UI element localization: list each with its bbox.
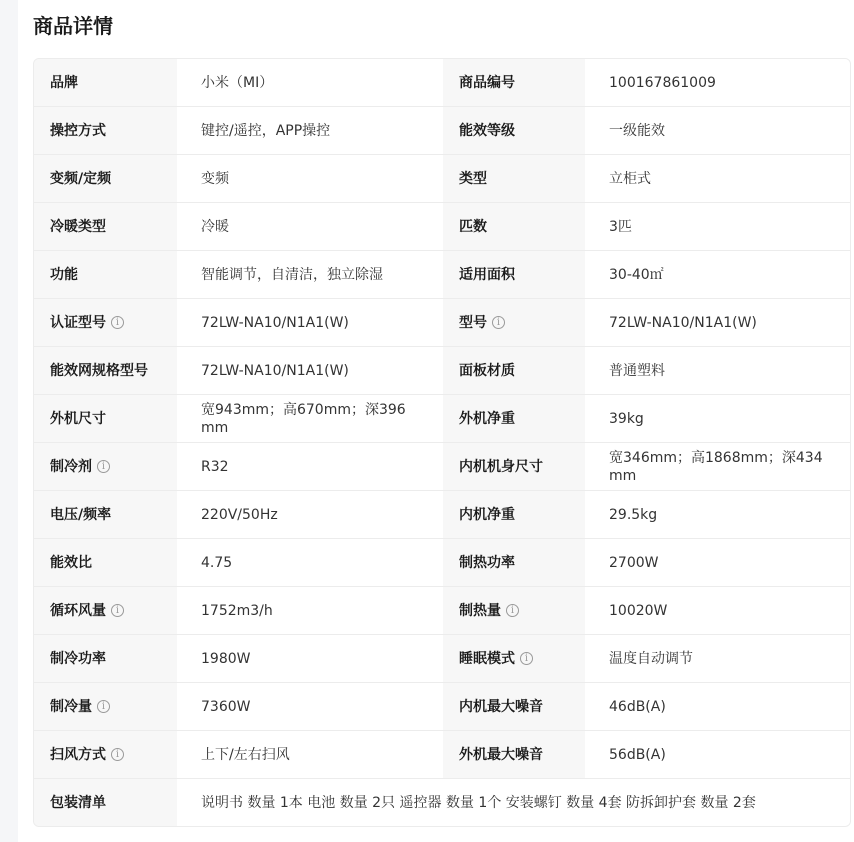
spec-label-text: 制冷功率 (50, 650, 106, 667)
info-circle-icon[interactable]: i (492, 316, 505, 329)
spec-value (585, 395, 850, 442)
spec-value (177, 347, 443, 394)
spec-label (443, 251, 585, 298)
spec-value (585, 299, 850, 346)
spec-value-text: 4.75 (201, 554, 233, 571)
info-circle-icon[interactable]: i (111, 316, 124, 329)
spec-label-text: 包装清单 (50, 794, 106, 811)
spec-value (177, 779, 850, 826)
spec-label (34, 59, 177, 106)
spec-value-text: 2700W (609, 554, 659, 571)
spec-label-text: 睡眠模式 (459, 650, 515, 667)
spec-label (34, 251, 177, 298)
spec-label (443, 395, 585, 442)
spec-value (585, 587, 850, 634)
spec-value-text: 普通塑料 (609, 362, 665, 379)
spec-value (177, 539, 443, 586)
spec-label-text: 类型 (459, 170, 487, 187)
spec-label-text: 操控方式 (50, 122, 106, 139)
spec-label-text: 变频/定频 (50, 170, 112, 187)
spec-label-text: 制热量 (459, 602, 501, 619)
spec-row (34, 539, 850, 587)
spec-value (177, 59, 443, 106)
spec-label-text: 制冷量 (50, 698, 92, 715)
spec-row (34, 107, 850, 155)
spec-label-text: 制冷剂 (50, 458, 92, 475)
spec-label-text: 商品编号 (459, 74, 515, 91)
spec-label-text: 扫风方式 (50, 746, 106, 763)
spec-value (177, 395, 443, 442)
spec-value (585, 347, 850, 394)
spec-row (34, 395, 850, 443)
spec-value-text: 30-40㎡ (609, 266, 664, 283)
spec-value-text: 72LW-NA10/N1A1(W) (201, 314, 349, 331)
spec-label (443, 539, 585, 586)
spec-label-text: 能效比 (50, 554, 92, 571)
spec-value-text: 10020W (609, 602, 668, 619)
spec-value (177, 203, 443, 250)
spec-value (585, 155, 850, 202)
spec-value-text: 7360W (201, 698, 251, 715)
spec-label-text: 电压/频率 (50, 506, 112, 523)
spec-value (585, 251, 850, 298)
spec-row (34, 635, 850, 683)
spec-label (34, 203, 177, 250)
spec-value-text: 宽943mm；高670mm；深396mm (201, 401, 406, 436)
spec-label (34, 107, 177, 154)
spec-value (585, 203, 850, 250)
spec-label-text: 能效网规格型号 (50, 362, 148, 379)
spec-value-text: 说明书 数量 1本 电池 数量 2只 遥控器 数量 1个 安装螺钉 数量 4套 防拆卸护套 数量 2套 (201, 794, 756, 811)
spec-label (34, 539, 177, 586)
spec-table (33, 58, 851, 827)
spec-value-text: R32 (201, 458, 229, 475)
spec-value-text: 智能调节，自清洁，独立除湿 (201, 266, 383, 283)
spec-label-text: 外机最大噪音 (459, 746, 543, 763)
spec-label (443, 731, 585, 778)
spec-label (34, 635, 177, 682)
spec-label (443, 587, 585, 634)
spec-value (585, 539, 850, 586)
spec-value (177, 107, 443, 154)
info-circle-icon[interactable]: i (506, 604, 519, 617)
spec-value (585, 491, 850, 538)
spec-value (585, 635, 850, 682)
spec-label (443, 635, 585, 682)
spec-label (34, 395, 177, 442)
spec-label (443, 59, 585, 106)
spec-value-text: 立柜式 (609, 170, 651, 187)
packing-list-row (34, 779, 850, 826)
spec-value-text: 72LW-NA10/N1A1(W) (201, 362, 349, 379)
spec-value (177, 299, 443, 346)
spec-value-text: 220V/50Hz (201, 506, 278, 523)
spec-label (443, 203, 585, 250)
spec-value (585, 59, 850, 106)
spec-value-text: 56dB(A) (609, 746, 666, 763)
spec-label (34, 587, 177, 634)
spec-value (177, 731, 443, 778)
spec-label (34, 731, 177, 778)
spec-value-text: 100167861009 (609, 74, 716, 91)
spec-value-text: 39kg (609, 410, 644, 427)
spec-value (177, 635, 443, 682)
spec-value-text: 冷暖 (201, 218, 229, 235)
spec-label (34, 155, 177, 202)
spec-row (34, 299, 850, 347)
spec-label-text: 外机净重 (459, 410, 515, 427)
spec-value-text: 46dB(A) (609, 698, 666, 715)
spec-label-text: 功能 (50, 266, 78, 283)
spec-label-text: 冷暖类型 (50, 218, 106, 235)
spec-label-text: 外机尺寸 (50, 410, 106, 427)
spec-value (177, 443, 443, 490)
spec-label (34, 299, 177, 346)
spec-label (443, 299, 585, 346)
spec-label (34, 347, 177, 394)
product-details-panel (18, 0, 854, 842)
spec-label-text: 型号 (459, 314, 487, 331)
spec-value-text: 1752m3/h (201, 602, 273, 619)
spec-value-text: 1980W (201, 650, 251, 667)
spec-value (177, 491, 443, 538)
spec-label (443, 347, 585, 394)
info-circle-icon[interactable]: i (97, 700, 110, 713)
spec-value-text: 小米（MI） (201, 74, 274, 91)
spec-value-text: 键控/遥控，APP操控 (201, 122, 331, 139)
spec-label (443, 443, 585, 490)
spec-label-text: 制热功率 (459, 554, 515, 571)
spec-row (34, 59, 850, 107)
spec-value (177, 683, 443, 730)
spec-label-text: 内机机身尺寸 (459, 458, 543, 475)
spec-value (177, 587, 443, 634)
spec-value-text: 29.5kg (609, 506, 658, 523)
spec-row (34, 443, 850, 491)
spec-label-text: 能效等级 (459, 122, 515, 139)
spec-value-text: 变频 (201, 170, 229, 187)
spec-value-text: 上下/左右扫风 (201, 746, 290, 763)
spec-value (177, 251, 443, 298)
spec-row (34, 731, 850, 779)
spec-value (585, 731, 850, 778)
spec-row (34, 347, 850, 395)
spec-label (34, 779, 177, 826)
info-circle-icon[interactable]: i (111, 604, 124, 617)
spec-label-text: 内机最大噪音 (459, 698, 543, 715)
spec-row (34, 155, 850, 203)
info-circle-icon[interactable]: i (97, 460, 110, 473)
section-title: 商品详情 (33, 14, 113, 38)
spec-label-text: 循环风量 (50, 602, 106, 619)
spec-label-text: 匹数 (459, 218, 487, 235)
spec-row (34, 491, 850, 539)
spec-value-text: 72LW-NA10/N1A1(W) (609, 314, 757, 331)
info-circle-icon[interactable]: i (520, 652, 533, 665)
spec-value-text: 温度自动调节 (609, 650, 693, 667)
spec-label-text: 适用面积 (459, 266, 515, 283)
spec-label-text: 内机净重 (459, 506, 515, 523)
spec-row (34, 203, 850, 251)
spec-label (34, 491, 177, 538)
spec-label (443, 107, 585, 154)
spec-label (443, 491, 585, 538)
spec-label-text: 面板材质 (459, 362, 515, 379)
spec-value-text: 3匹 (609, 218, 632, 235)
spec-label (34, 443, 177, 490)
spec-label-text: 认证型号 (50, 314, 106, 331)
spec-row (34, 587, 850, 635)
spec-label (443, 155, 585, 202)
spec-value-text: 宽346mm；高1868mm；深434mm (609, 449, 823, 484)
spec-value (585, 683, 850, 730)
spec-row (34, 251, 850, 299)
spec-row (34, 683, 850, 731)
spec-label-text: 品牌 (50, 74, 78, 91)
spec-value (585, 107, 850, 154)
spec-label (34, 683, 177, 730)
spec-label (443, 683, 585, 730)
info-circle-icon[interactable]: i (111, 748, 124, 761)
spec-value-text: 一级能效 (609, 122, 665, 139)
spec-value (585, 443, 850, 490)
spec-value (177, 155, 443, 202)
